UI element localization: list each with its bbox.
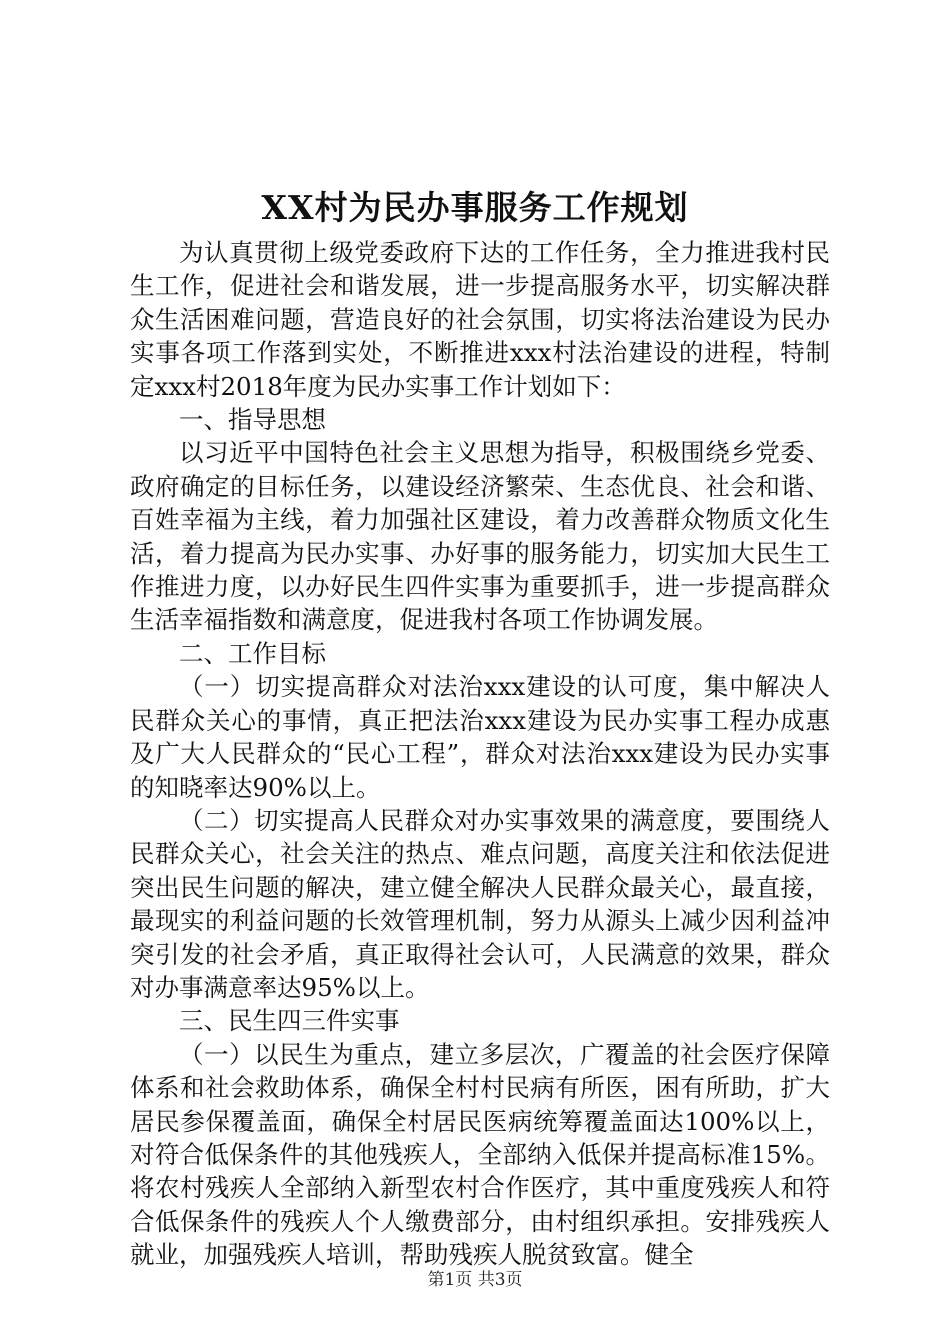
page-number-footer: 第1页 共3页 xyxy=(427,1270,523,1290)
section-heading-guiding-ideology: 一、指导思想 xyxy=(179,405,326,435)
document-body xyxy=(130,236,830,1272)
intro-paragraph: 为认真贯彻上级党委政府下达的工作任务，全力推进我村民生工作，促进社会和谐发展，进一步提高服务水平，切实解决群众生活困难问题，营造良好的社会氛围，切实将法治建设为民办实事各项工作落到实处，不断推进xxx村法治建设的进程，特制定xxx村2018年度为民办实事工作计划如下： xyxy=(130,238,830,401)
section-heading-work-goals: 二、工作目标 xyxy=(179,638,326,668)
section-heading-livelihood-matters: 三、民生四三件实事 xyxy=(179,1006,400,1036)
work-goal-paragraph-2: （二）切实提高人民群众对办实事效果的满意度，要围绕人民群众关心，社会关注的热点、难点问题，高度关注和依法促进突出民生问题的解决，建立健全解决人民群众最关心，最直接，最现实的利益问题的长效管理机制，努力从源头上减少因利益冲突引发的社会矛盾，真正取得社会认可，人民满意的效果，群众对办事满意率达95%以上。 xyxy=(130,805,830,1002)
document-title: XX村为民办事服务工作规划 xyxy=(261,188,689,227)
work-goal-paragraph-1: （一）切实提高群众对法治xxx建设的认可度，集中解决人民群众关心的事情，真正把法治xxx建设为民办实事工程办成惠及广大人民群众的“民心工程”，群众对法治xxx建设为民办实事的知晓率达90%以上。 xyxy=(130,672,830,802)
guiding-ideology-paragraph: 以习近平中国特色社会主义思想为指导，积极围绕乡党委、政府确定的目标任务，以建设经济繁荣、生态优良、社会和谐、百姓幸福为主线，着力加强社区建设，着力改善群众物质文化生活，着力提高为民办实事、办好事的服务能力，切实加大民生工作推进力度，以办好民生四件实事为重要抓手，进一步提高群众生活幸福指数和满意度，促进我村各项工作协调发展。 xyxy=(130,438,830,635)
livelihood-paragraph-1: （一）以民生为重点，建立多层次，广覆盖的社会医疗保障体系和社会救助体系，确保全村村民病有所医，困有所助，扩大居民参保覆盖面，确保全村居民医病统筹覆盖面达100%以上，对符合低保条件的其他残疾人，全部纳入低保并提高标准15%。将农村残疾人全部纳入新型农村合作医疗，其中重度残疾人和符合低保条件的残疾人个人缴费部分，由村组织承担。安排残疾人就业，加强残疾人培训，帮助残疾人脱贫致富。健全 xyxy=(130,1039,830,1270)
